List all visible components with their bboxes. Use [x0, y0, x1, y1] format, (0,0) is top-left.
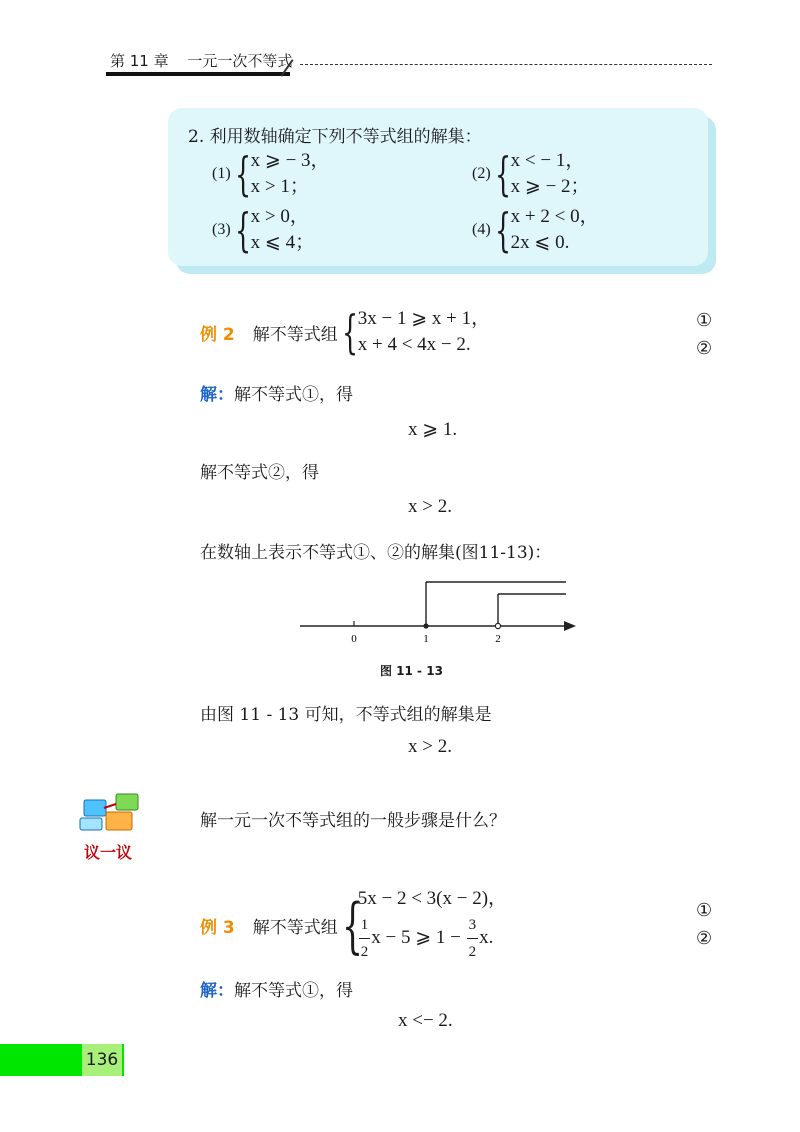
figure-caption: 图 11 - 13 — [380, 664, 443, 678]
equation-mark-2: ② — [696, 338, 713, 359]
fraction-numerator: 1 — [359, 912, 371, 939]
page-number: 136 — [82, 1044, 122, 1076]
result-1: x ⩾ 1. — [408, 419, 458, 440]
example2-ineq2: x + 4 < 4x − 2. — [357, 334, 471, 355]
fraction-denominator: 2 — [360, 944, 369, 960]
solution-line — [200, 976, 353, 1001]
example2-task: 解不等式组 — [252, 324, 338, 345]
equation-mark-1: ① — [696, 900, 713, 921]
exercise-item-3 — [212, 204, 314, 256]
equation-mark-1: ① — [696, 310, 713, 331]
final-result: x > 2. — [408, 736, 452, 757]
item-line: x > 1； — [250, 176, 309, 197]
brace-icon: { — [341, 305, 358, 359]
chapter-number: 第 11 章 — [110, 52, 169, 70]
open-point-2 — [495, 623, 500, 628]
discuss-question: 解一元一次不等式组的一般步骤是什么？ — [200, 811, 506, 831]
tick-label: 0 — [351, 633, 357, 645]
equation-mark-2: ② — [696, 928, 713, 949]
example2-ineq1: 3x − 1 ⩾ x + 1， — [357, 308, 491, 329]
conclusion-text: 由图 11 - 13 可知，不等式组的解集是 — [200, 705, 492, 725]
number-line-figure — [290, 574, 590, 650]
chapter-title: 一元一次不等式 — [187, 52, 293, 70]
example3-tag: 例 3 — [200, 918, 235, 938]
result-3: x <− 2. — [398, 1010, 453, 1031]
axis-arrow-icon — [564, 621, 576, 631]
example3-ineq2 — [358, 912, 507, 965]
chapter-header — [110, 50, 292, 71]
solution-tag: 解： — [200, 385, 234, 405]
example2-statement — [200, 306, 490, 358]
solution-step: 解不等式①，得 — [234, 385, 353, 405]
exercise-item-2 — [472, 148, 590, 200]
header-dashed-rule — [300, 64, 712, 65]
exercise-box — [168, 108, 708, 266]
tick-label: 2 — [495, 633, 501, 645]
item-label: (3) — [212, 221, 231, 238]
header-underline — [106, 72, 290, 76]
brace-icon: { — [234, 203, 251, 257]
exercise-prompt: 2. 利用数轴确定下列不等式组的解集： — [188, 127, 482, 147]
result-2: x > 2. — [408, 496, 452, 517]
exercise-item-1 — [212, 148, 330, 200]
item-label: (2) — [472, 165, 491, 182]
solution-step-3: 在数轴上表示不等式①、②的解集(图11-13)： — [200, 543, 552, 563]
brace-icon: { — [494, 147, 511, 201]
example3-ineq1: 5x − 2 < 3(x − 2)， — [357, 888, 508, 909]
discuss-badge: 议一议 — [84, 843, 133, 862]
ineq2-part: x − 5 ⩾ 1 − — [371, 926, 466, 948]
example3-statement — [200, 886, 507, 965]
solution-tag: 解： — [200, 981, 234, 1001]
solution-step: 解不等式①，得 — [234, 981, 353, 1001]
closed-point-1 — [423, 623, 428, 628]
solution-step-2: 解不等式②，得 — [200, 463, 319, 483]
item-label: (4) — [472, 221, 491, 238]
brace-icon: { — [494, 203, 511, 257]
brace-icon: { — [234, 147, 251, 201]
item-line: x + 2 < 0， — [510, 206, 599, 227]
item-line: x ⩾ − 3， — [250, 150, 330, 171]
solution-line — [200, 380, 353, 405]
ineq2-part: x. — [479, 926, 494, 948]
item-line: x > 0， — [250, 206, 309, 227]
item-label: (1) — [212, 165, 231, 182]
fraction-numerator: 3 — [467, 912, 479, 939]
exercise-item-4 — [472, 204, 599, 256]
tick-label: 1 — [423, 633, 429, 645]
discuss-icon — [76, 786, 148, 838]
item-line: 2x ⩽ 0. — [510, 232, 570, 253]
brace-icon: { — [341, 890, 363, 961]
example3-task: 解不等式组 — [252, 918, 338, 938]
item-line: x < − 1， — [510, 150, 585, 171]
fraction-denominator: 2 — [468, 944, 477, 960]
item-line: x ⩾ − 2； — [510, 176, 590, 197]
item-line: x ⩽ 4； — [250, 232, 315, 253]
example2-tag: 例 2 — [200, 324, 235, 345]
